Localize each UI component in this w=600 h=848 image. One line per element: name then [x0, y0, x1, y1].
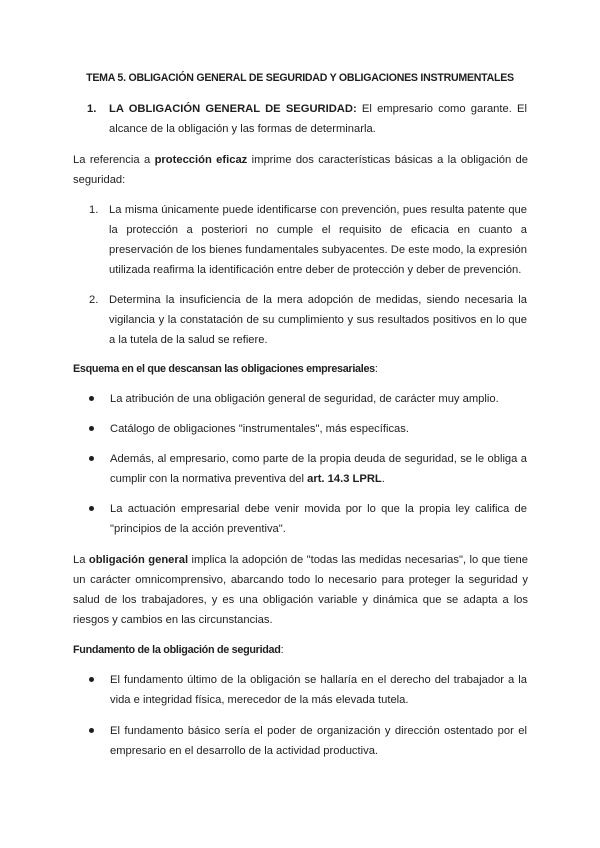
- paragraph-obligacion-general: [73, 550, 528, 630]
- numbered-item-1: [89, 200, 527, 280]
- bullet-icon: [89, 426, 94, 431]
- bullet-icon: [89, 677, 94, 682]
- para2-bold: obligación general: [88, 554, 189, 566]
- bullet-text: El fundamento básico sería el poder de organización y dirección ostentado por el empresario en el desarrollo de la actividad productiva.: [110, 725, 527, 757]
- heading-fundamento-text: Fundamento de la obligación de seguridad: [73, 644, 281, 656]
- bullet-item: [89, 499, 527, 539]
- bullet-text: La actuación empresarial debe venir movida por lo que la propia ley califica de "principios de la acción preventiva".: [110, 503, 527, 535]
- bullet-item: [89, 721, 527, 761]
- document-title: TEMA 5. OBLIGACIÓN GENERAL DE SEGURIDAD Y OBLIGACIONES INSTRUMENTALES: [86, 72, 514, 84]
- bullet-text: Catálogo de obligaciones "instrumentales", más específicas.: [110, 423, 409, 435]
- intro-pre: La referencia a: [73, 154, 155, 166]
- section-body: [109, 99, 527, 139]
- bullet-text: El fundamento último de la obligación se hallaría en el derecho del trabajador a la vida e integridad física, merecedor de la más elevada tutela.: [110, 674, 527, 706]
- bullet-icon: [89, 456, 94, 461]
- bullet-icon: [89, 396, 94, 401]
- item-marker: 2.: [89, 294, 99, 306]
- item-text: La misma únicamente puede identificarse con prevención, pues resulta patente que la protección a posteriori no cumple el requisito de eficacia en cuanto a preservación de los bienes fundamentales subyacentes. De este modo, la expresión utilizada reafirma la identificación entre deber de protección y deber de prevención.: [109, 204, 527, 276]
- bullet-pre: Además, al empresario, como parte de la propia deuda de seguridad, se le obliga a cumplir con la normativa preventiva del: [110, 453, 527, 485]
- bullet-icon: [89, 728, 94, 733]
- bullet-bold: art. 14.3 LPRL: [307, 473, 382, 485]
- bullet-item: [89, 419, 527, 439]
- para2-pre: La: [73, 554, 89, 566]
- section-number: 1.: [87, 103, 97, 115]
- section-1: [87, 99, 527, 139]
- bullet-icon: [89, 506, 94, 511]
- paragraph-intro: [73, 150, 528, 190]
- intro-post: imprime dos características básicas a la obligación de seguridad:: [73, 154, 528, 186]
- heading-esquema: [73, 359, 378, 379]
- bullet-item: [89, 670, 527, 710]
- numbered-item-2: [89, 290, 527, 350]
- bullet-post: .: [381, 473, 385, 485]
- heading-fundamento: [73, 640, 283, 660]
- heading-fundamento-colon: :: [280, 644, 284, 656]
- bullet-text: [110, 449, 527, 489]
- intro-bold: protección eficaz: [154, 154, 248, 166]
- section-text: El empresario como garante. El alcance de la obligación y las formas de determinarla.: [109, 103, 528, 135]
- item-text: Determina la insuficiencia de la mera adopción de medidas, siendo necesaria la vigilancia y la constatación de su cumplimiento y sus resultados positivos en lo que a la tutela de la salud se refiere.: [109, 294, 527, 346]
- bullet-text: La atribución de una obligación general de seguridad, de carácter muy amplio.: [110, 393, 499, 405]
- bullet-item: [89, 449, 527, 489]
- section-heading: LA OBLIGACIÓN GENERAL DE SEGURIDAD:: [109, 103, 357, 115]
- bullet-item: [89, 389, 527, 409]
- heading-esquema-colon: :: [374, 363, 378, 375]
- item-marker: 1.: [89, 204, 99, 216]
- para2-post: implica la adopción de "todas las medidas necesarias", lo que tiene un carácter omnicomprensivo, abarcando todo lo necesario para proteger la seguridad y salud de los trabajadores, y es una obligación variable y dinámica que se adapta a los riesgos y cambios en las circunstancias.: [73, 554, 528, 626]
- heading-esquema-text: Esquema en el que descansan las obligaciones empresariales: [73, 363, 375, 375]
